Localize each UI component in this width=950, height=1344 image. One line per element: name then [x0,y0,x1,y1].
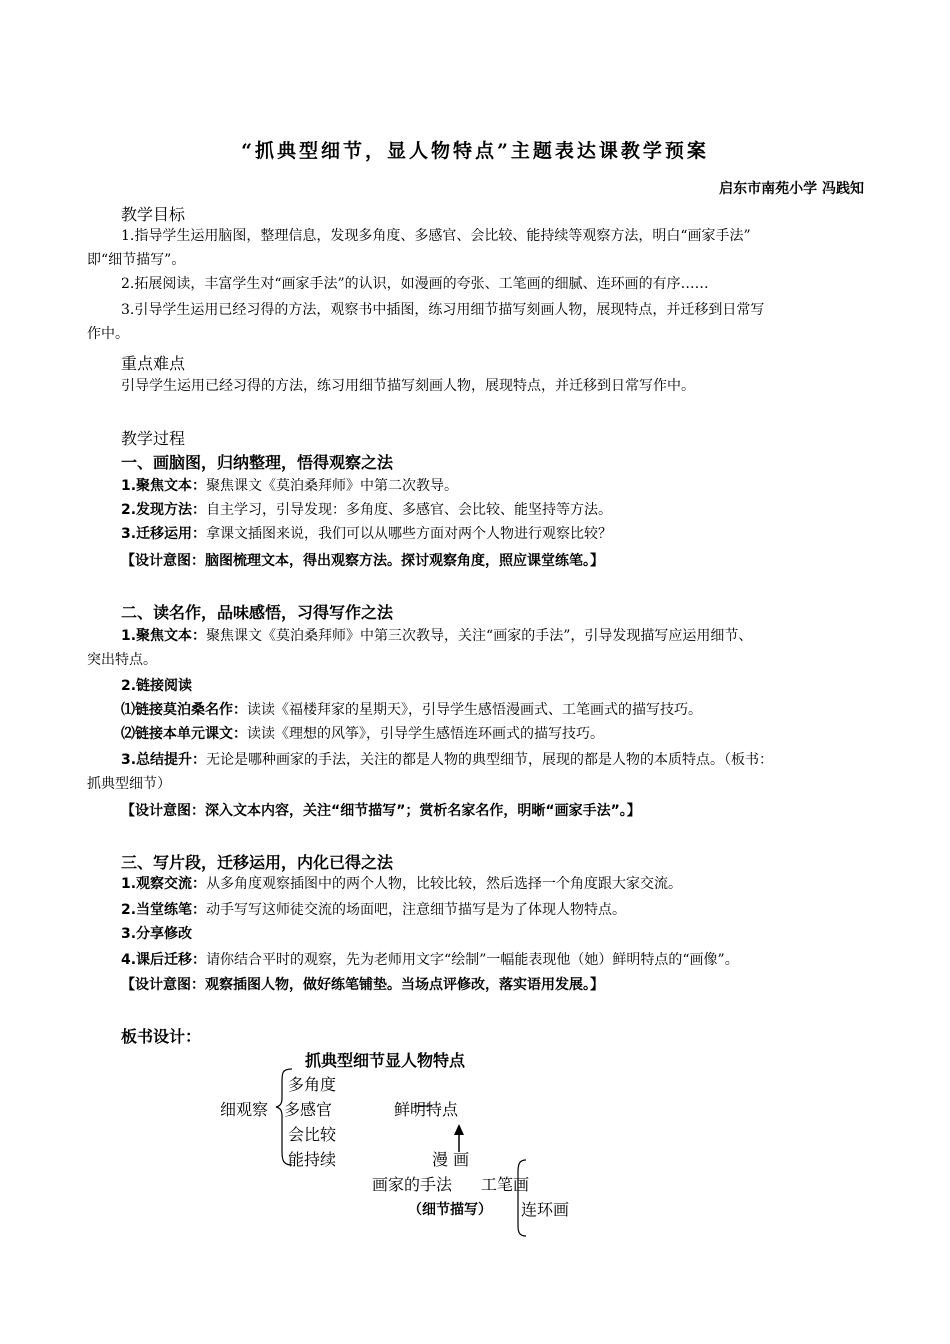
part2-item-3: 3.总结提升：无论是哪种画家的手法，关注的都是人物的典型细节，展现的都是人物的本质特点。（板书： [121,752,774,768]
part2-item-2: 2.链接阅读 [121,678,193,694]
board-gongbi: 工笔画 [481,1175,530,1194]
process-heading: 教学过程 [121,429,186,448]
part1-intent: 【设计意图：脑图梳理文本，得出观察方法。探讨观察角度，照应课堂练笔。】 [121,553,604,569]
part2-intent: 【设计意图：深入文本内容，关注“细节描写”；赏析名家名作，明晰“画家手法”。】 [121,803,641,819]
part2-item-1: 1.聚焦文本：聚焦课文《莫泊桑拜师》中第三次教导，关注“画家的手法”，引导发现描写应运用细节、 [121,628,753,644]
board-title: 抓典型细节显人物特点 [305,1051,466,1070]
part3-heading: 三、写片段，迁移运用，内化已得之法 [121,853,394,872]
part1-item-3: 3.迁移运用：拿课文插图来说，我们可以从哪些方面对两个人物进行观察比较？ [121,526,613,542]
board-detail: （细节描写） [408,1202,492,1218]
author-line: 启东市南苑小学 冯践知 [719,181,864,197]
part3-item-3: 3.分享修改 [121,926,193,942]
board-manhua: 漫 画 [432,1150,470,1169]
part2-sub-2: ⑵链接本单元课文：读读《理想的风筝》，引导学生感悟连环画式的描写技巧。 [121,726,604,742]
goal-3-line-2: 作中。 [87,326,129,342]
part2-sub-1: ⑴链接莫泊桑名作：读读《福楼拜家的星期天》，引导学生感悟漫画式、工笔画式的描写技巧。 [121,702,702,718]
keypoints-text: 引导学生运用已经习得的方法，练习用细节描写刻画人物，展现特点，并迁移到日常写作中。 [121,378,695,394]
part1-item-1: 1.聚焦文本：聚焦课文《莫泊桑拜师》中第二次教导。 [121,478,459,494]
goals-heading: 教学目标 [121,205,186,224]
part3-item-4: 4.课后迁移：请你结合平时的观察，先为老师用文字“绘制”一幅能表现他（她）鲜明特点的“画像”。 [121,952,739,968]
part3-item-1: 1.观察交流：从多角度观察插图中的两个人物，比较比较，然后选择一个角度跟大家交流。 [121,876,683,892]
part1-item-2: 2.发现方法：自主学习，引导发现：多角度、多感官、会比较、能坚持等方法。 [121,502,613,518]
part1-heading: 一、画脑图，归纳整理，悟得观察之法 [121,453,394,472]
goal-3-line-1: 3.引导学生运用已经习得的方法，观察书中插图，练习用细节描写刻画人物，展现特点，并迁移到日常写 [121,302,765,318]
arrow-head [454,1124,464,1135]
board-method-2: 多感官 [284,1100,333,1119]
part2-item-3-cont: 抓典型细节） [87,776,171,792]
board-observe: 细观察 [220,1100,269,1119]
board-method-4: 能持续 [288,1150,337,1169]
board-lianhuan: 连环画 [521,1200,570,1219]
goal-2: 2.拓展阅读，丰富学生对“画家手法”的认识，如漫画的夸张、工笔画的细腻、连环画的有序…… [121,276,709,292]
goal-1-line-1: 1.指导学生运用脑图，整理信息，发现多角度、多感官、会比较、能持续等观察方法，明白“画家手法” [121,228,751,244]
part3-item-2: 2.当堂练笔：动手写写这师徒交流的场面吧，注意细节描写是为了体现人物特点。 [121,902,627,918]
part2-heading: 二、读名作，品味感悟，习得写作之法 [121,603,394,622]
board-method-3: 会比较 [288,1125,337,1144]
board-method-1: 多角度 [288,1075,337,1094]
board-feature: 鲜明特点 [394,1100,459,1119]
part2-item-1-cont: 突出特点。 [87,652,157,668]
page-title: “抓典型细节，显人物特点”主题表达课教学预案 [241,140,709,162]
keypoints-heading: 重点难点 [121,354,186,373]
part3-intent: 【设计意图：观察插图人物，做好练笔铺垫。当场点评修改，落实语用发展。】 [121,977,604,993]
board-painter-method: 画家的手法 [372,1175,453,1194]
goal-1-line-2: 即“细节描写”。 [87,252,186,268]
board-heading: 板书设计： [121,1027,202,1046]
